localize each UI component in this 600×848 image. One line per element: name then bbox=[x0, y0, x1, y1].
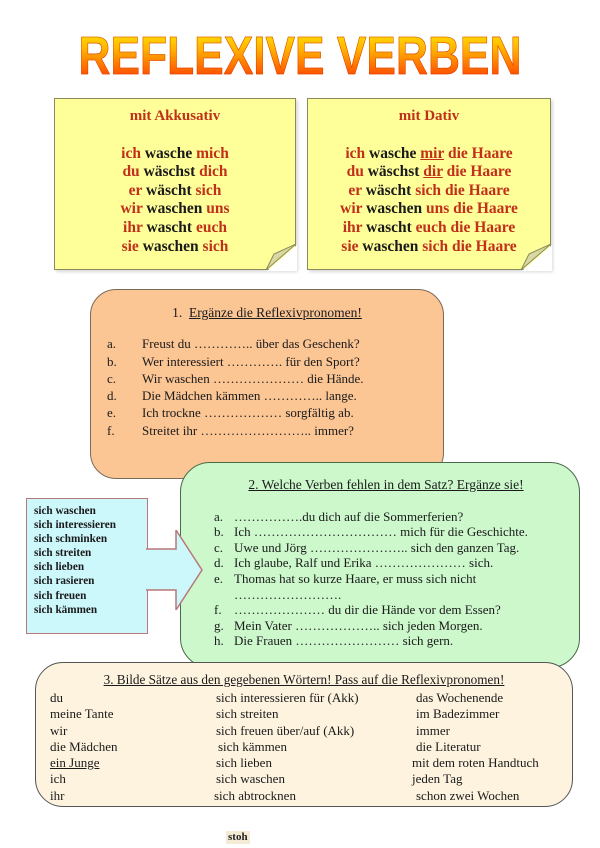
exercise-2-item: d. Ich glaube, Ralf und Erika ………………… sich. bbox=[214, 555, 494, 571]
subject-item: die Mädchen bbox=[50, 738, 118, 754]
exercise-1-item: e. Ich trockne ……………… sorgfältig ab. bbox=[107, 405, 354, 421]
akkusativ-row: ihr wascht euch bbox=[123, 218, 227, 236]
subject-item: wir bbox=[50, 722, 68, 738]
exercise-2-box bbox=[180, 462, 580, 668]
dativ-note bbox=[307, 98, 551, 270]
exercise-3-box bbox=[35, 662, 573, 807]
exercise-2-item: c. Uwe und Jörg ………………….. sich den ganzen Tag. bbox=[214, 539, 520, 555]
akkusativ-heading: mit Akkusativ bbox=[129, 108, 221, 124]
word-list-item: sich schminken bbox=[34, 533, 108, 546]
dativ-heading: mit Dativ bbox=[398, 108, 460, 124]
exercise-1-box bbox=[90, 289, 444, 479]
verb-item: sich abtrocknen bbox=[214, 787, 296, 803]
exercise-2-item: ……………………. bbox=[234, 586, 342, 602]
subject-item: ich bbox=[50, 771, 66, 787]
exercise-2-item: f. ………………… du dir die Hände vor dem Essen? bbox=[214, 602, 501, 618]
verb-item: sich lieben bbox=[216, 755, 272, 771]
complement-item: im Badezimmer bbox=[416, 706, 500, 722]
word-list-item: sich rasieren bbox=[34, 575, 95, 588]
word-list-item: sich waschen bbox=[34, 505, 96, 517]
word-list-item: sich kämmen bbox=[34, 603, 98, 616]
page-curl-icon bbox=[521, 244, 551, 270]
complement-item: das Wochenende bbox=[416, 690, 504, 705]
akkusativ-row: er wäscht sich bbox=[128, 181, 222, 199]
word-list-item: sich lieben bbox=[34, 561, 85, 574]
akkusativ-note bbox=[54, 98, 296, 270]
akkusativ-row: ich wasche mich bbox=[121, 144, 229, 162]
verb-item: sich freuen über/auf (Akk) bbox=[216, 722, 355, 738]
exercise-1-title: 1. Ergänze die Reflexivpronomen! bbox=[172, 305, 362, 320]
exercise-2-item: h. Die Frauen …………………… sich gern. bbox=[214, 633, 454, 649]
footer-watermark: stoh bbox=[228, 831, 248, 843]
dativ-row: wir waschen uns die Haare bbox=[340, 200, 518, 218]
exercise-2-item: g. Mein Vater ……………….. sich jeden Morgen. bbox=[214, 617, 483, 633]
subject-item: meine Tante bbox=[50, 706, 114, 722]
exercise-2-item: a. …………….du dich auf die Sommerferien? bbox=[214, 508, 464, 524]
exercise-1-item: b. Wer interessiert …………. für den Sport? bbox=[107, 353, 360, 369]
dativ-row: er wäscht sich die Haare bbox=[348, 181, 510, 199]
complement-item: jeden Tag bbox=[412, 771, 463, 787]
verb-item: sich interessieren für (Akk) bbox=[216, 690, 359, 705]
exercise-1-item: c. Wir waschen ………………… die Hände. bbox=[107, 370, 364, 386]
exercise-2-item: e. Thomas hat so kurze Haare, er muss sich nicht bbox=[214, 570, 477, 586]
dativ-row: sie waschen sich die Haare bbox=[341, 237, 517, 255]
complement-item: mit dem roten Handtuch bbox=[412, 755, 539, 771]
subject-item: ein Junge bbox=[50, 755, 100, 771]
verb-item: sich waschen bbox=[216, 771, 285, 787]
dativ-row: ihr wascht euch die Haare bbox=[342, 218, 516, 236]
word-list-item: sich interessieren bbox=[34, 519, 116, 532]
dativ-row: ich wasche mir die Haare bbox=[345, 144, 513, 162]
exercise-3-title: 3. Bilde Sätze aus den gegebenen Wörtern! Pass auf die Reflexivpronomen! bbox=[103, 672, 505, 687]
exercise-2-item: b. Ich …………………………… mich für die Geschichte. bbox=[214, 524, 528, 540]
akkusativ-row: wir waschen uns bbox=[120, 200, 230, 218]
exercise-2-title: 2. Welche Verben fehlen in dem Satz? Ergänze sie! bbox=[248, 477, 524, 492]
akkusativ-row: du wäschst dich bbox=[122, 163, 228, 181]
subjects-column bbox=[50, 690, 118, 804]
complements-column bbox=[412, 690, 539, 804]
verb-word-list bbox=[26, 498, 148, 634]
page-curl-icon bbox=[266, 244, 296, 270]
subject-item: du bbox=[50, 690, 63, 705]
page-title: REFLEXIVE VERBEN bbox=[54, 26, 546, 86]
arrow-right-icon bbox=[146, 530, 206, 610]
word-list-item: sich streiten bbox=[34, 547, 92, 560]
complement-item: die Literatur bbox=[416, 738, 481, 754]
exercise-1-item: a. Freust du ………….. über das Geschenk? bbox=[107, 336, 360, 352]
complement-item: schon zwei Wochen bbox=[416, 787, 520, 803]
exercise-1-item: f. Streitet ihr …………………….. immer? bbox=[107, 422, 354, 438]
verbs-column bbox=[216, 690, 359, 804]
exercise-1-item: d. Die Mädchen kämmen ………….. lange. bbox=[107, 388, 357, 404]
verb-item: sich streiten bbox=[216, 706, 279, 722]
verb-item: sich kämmen bbox=[218, 738, 287, 754]
dativ-row: du wäschst dir die Haare bbox=[346, 163, 512, 181]
subject-item: ihr bbox=[50, 787, 65, 803]
word-list-item: sich freuen bbox=[34, 589, 87, 602]
akkusativ-row: sie waschen sich bbox=[121, 237, 229, 255]
complement-item: immer bbox=[416, 722, 450, 738]
